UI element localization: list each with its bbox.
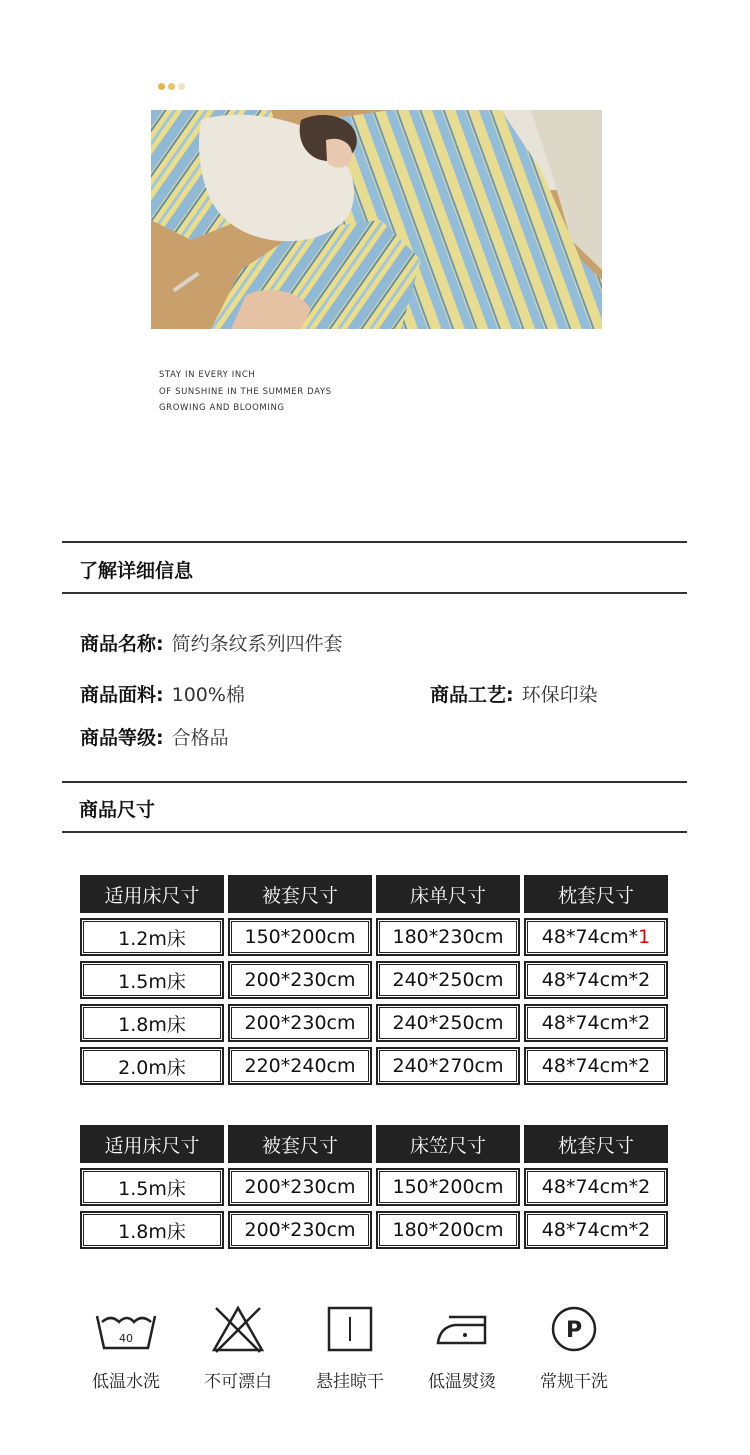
table-cell: 200*230cm (228, 1168, 372, 1206)
dot (178, 83, 185, 90)
table-row (80, 1168, 670, 1206)
product-name-row (80, 629, 343, 656)
care-instructions (70, 1303, 630, 1392)
iron-low-icon (435, 1303, 489, 1355)
wash-temp: 40 (119, 1332, 133, 1345)
decorative-dots (158, 83, 185, 90)
table-header-cell: 被套尺寸 (228, 1125, 372, 1163)
table-cell: 1.5m床 (80, 961, 224, 999)
table-cell (524, 918, 668, 956)
table-header-cell: 适用床尺寸 (80, 1125, 224, 1163)
product-fabric-row (80, 680, 245, 707)
tagline-line: STAY IN EVERY INCH (159, 370, 256, 380)
product-craft-label: 商品工艺: (430, 684, 514, 706)
tagline-line: OF SUNSHINE IN THE SUMMER DAYS (159, 386, 332, 397)
sizes-title: 商品尺寸 (79, 799, 156, 821)
care-label: 低温水洗 (92, 1372, 160, 1392)
table-cell: 240*270cm (376, 1047, 520, 1085)
product-grade-row (80, 723, 229, 750)
dry-clean-p-icon (550, 1303, 598, 1355)
table-cell: 48*74cm*2 (524, 1168, 668, 1206)
divider (62, 781, 687, 783)
wash-40-icon (94, 1303, 158, 1355)
table-row (80, 1047, 670, 1085)
care-item (182, 1303, 294, 1392)
care-label: 悬挂晾干 (316, 1372, 384, 1392)
table-cell: 150*200cm (376, 1168, 520, 1206)
table-header-cell: 枕套尺寸 (524, 875, 668, 913)
pillowcase-count: 1 (638, 926, 651, 948)
tagline-line: GROWING AND BLOOMING (159, 403, 285, 413)
product-name-value: 简约条纹系列四件套 (171, 633, 343, 655)
table-cell: 150*200cm (228, 918, 372, 956)
table-header-cell: 床单尺寸 (376, 875, 520, 913)
product-name-label: 商品名称: (80, 633, 164, 655)
table-cell: 240*250cm (376, 1004, 520, 1042)
pillowcase-size: 48*74cm* (541, 926, 639, 948)
table-cell: 48*74cm*2 (524, 1047, 668, 1085)
details-title: 了解详细信息 (79, 560, 194, 582)
table-cell: 1.8m床 (80, 1211, 224, 1249)
product-craft-value: 环保印染 (521, 684, 598, 706)
divider (62, 831, 687, 833)
table-header-cell: 被套尺寸 (228, 875, 372, 913)
care-label: 不可漂白 (204, 1372, 272, 1392)
hang-dry-icon (326, 1303, 374, 1355)
product-fabric-label: 商品面料: (80, 684, 164, 706)
table-cell: 220*240cm (228, 1047, 372, 1085)
divider (62, 592, 687, 594)
table-header-cell: 枕套尺寸 (524, 1125, 668, 1163)
table-cell: 48*74cm*2 (524, 1211, 668, 1249)
table-cell: 1.5m床 (80, 1168, 224, 1206)
table-row (80, 1211, 670, 1249)
dot (168, 83, 175, 90)
care-item (406, 1303, 518, 1392)
table-row (80, 961, 670, 999)
table-cell: 180*230cm (376, 918, 520, 956)
product-craft-row (430, 680, 598, 707)
care-label: 低温熨烫 (428, 1372, 496, 1392)
table-cell: 200*230cm (228, 1211, 372, 1249)
care-item (518, 1303, 630, 1392)
table-cell: 48*74cm*2 (524, 961, 668, 999)
table-row (80, 918, 670, 956)
care-item (70, 1303, 182, 1392)
table-cell: 2.0m床 (80, 1047, 224, 1085)
product-grade-label: 商品等级: (80, 727, 164, 749)
divider (62, 541, 687, 543)
table-header-cell: 床笠尺寸 (376, 1125, 520, 1163)
table-cell: 180*200cm (376, 1211, 520, 1249)
table-cell: 1.8m床 (80, 1004, 224, 1042)
care-label: 常规干洗 (540, 1372, 608, 1392)
dot (158, 83, 165, 90)
dry-clean-letter: P (565, 1318, 583, 1343)
care-item (294, 1303, 406, 1392)
table-cell: 48*74cm*2 (524, 1004, 668, 1042)
table-header-cell: 适用床尺寸 (80, 875, 224, 913)
table-cell: 240*250cm (376, 961, 520, 999)
table-cell: 200*230cm (228, 1004, 372, 1042)
tagline (159, 367, 332, 417)
no-bleach-icon (210, 1303, 266, 1355)
product-fabric-value: 100%棉 (171, 684, 245, 706)
table-header-row (80, 875, 670, 913)
product-photo (151, 110, 602, 329)
size-table-flat-sheet (80, 875, 670, 1090)
table-cell: 200*230cm (228, 961, 372, 999)
size-table-fitted-sheet (80, 1125, 670, 1254)
table-cell: 1.2m床 (80, 918, 224, 956)
table-row (80, 1004, 670, 1042)
product-grade-value: 合格品 (171, 727, 229, 749)
table-header-row (80, 1125, 670, 1163)
